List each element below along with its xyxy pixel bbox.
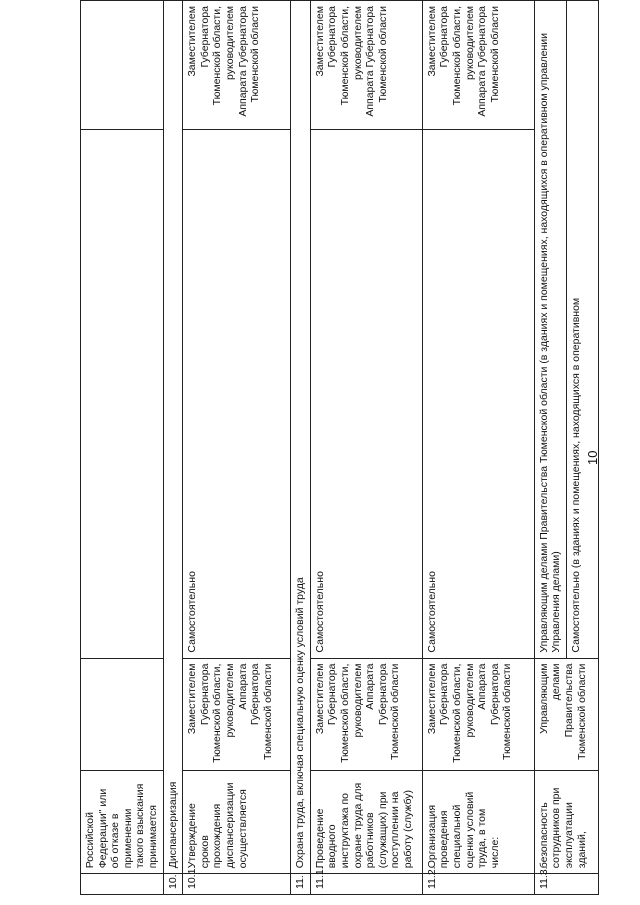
row-number: 10.1.: [183, 874, 291, 895]
table-row: [534, 1, 598, 895]
table-row: [183, 1, 291, 895]
section-row: [163, 1, 183, 895]
section-row: [291, 1, 311, 895]
merged-mode-cell: [534, 1, 598, 659]
row-number: 11.3.: [534, 874, 598, 895]
responsible-cell: Заместителем Губернатора Тюменской области, руководителем Аппарата Губернатора Тюменской области: [310, 658, 422, 770]
responsible-cell: Заместителем Губернатора Тюменской области, руководителем Аппарата Губернатора Тюменской области: [183, 658, 291, 770]
table-row: [81, 1, 164, 895]
section-title: Охрана труда, включая специальную оценку условий труда: [291, 1, 311, 874]
approver-cell: Заместителем Губернатора Тюменской области, руководителем Аппарата Губернатора Тюменской области: [183, 1, 291, 130]
mode-cell: Самостоятельно: [183, 129, 291, 658]
table-cell: Российской Федерации" или об отказе в применении такого взыскания принимается: [81, 770, 164, 874]
table-row: [422, 1, 534, 895]
table-cell: [81, 1, 164, 130]
table-cell: [81, 129, 164, 658]
row-number: 11.2.: [422, 874, 534, 895]
approver-cell: Заместителем Губернатора Тюменской области, руководителем Аппарата Губернатора Тюменской области: [422, 1, 534, 130]
delegation-table: [80, 0, 599, 895]
page-number: 10: [585, 450, 600, 465]
mode-cell: Самостоятельно: [310, 129, 422, 658]
table-row: [310, 1, 422, 895]
procedure-cell: Проведение вводного инструктажа по охране труда для работников (служащих) при поступлении на работу (службу): [310, 770, 422, 874]
responsible-cell: Заместителем Губернатора Тюменской области, руководителем Аппарата Губернатора Тюменской области: [422, 658, 534, 770]
merged-mode-top: Управляющим делами Правительства Тюменской области (в зданиях и помещениях, находящихся в оперативном управлении Управления делами): [535, 1, 567, 658]
procedure-cell: Организация проведения специальной оценки условий труда, в том числе:: [422, 770, 534, 874]
section-number: 11.: [291, 874, 311, 895]
section-title: Диспансеризация: [163, 1, 183, 874]
table-cell: [81, 658, 164, 770]
responsible-cell: Управляющим делами Правительства Тюменской области: [534, 658, 598, 770]
mode-cell: Самостоятельно: [422, 129, 534, 658]
row-number: 11.1.: [310, 874, 422, 895]
procedure-cell: Утверждение сроков прохождения диспансеризации осуществляется: [183, 770, 291, 874]
table-cell: [81, 874, 164, 895]
section-number: 10.: [163, 874, 183, 895]
procedure-cell: безопасность сотрудников при эксплуатации зданий,: [534, 770, 598, 874]
merged-mode-bottom: Самостоятельно (в зданиях и помещениях, находящихся в оперативном: [569, 297, 582, 653]
approver-cell: Заместителем Губернатора Тюменской области, руководителем Аппарата Губернатора Тюменской области: [310, 1, 422, 130]
